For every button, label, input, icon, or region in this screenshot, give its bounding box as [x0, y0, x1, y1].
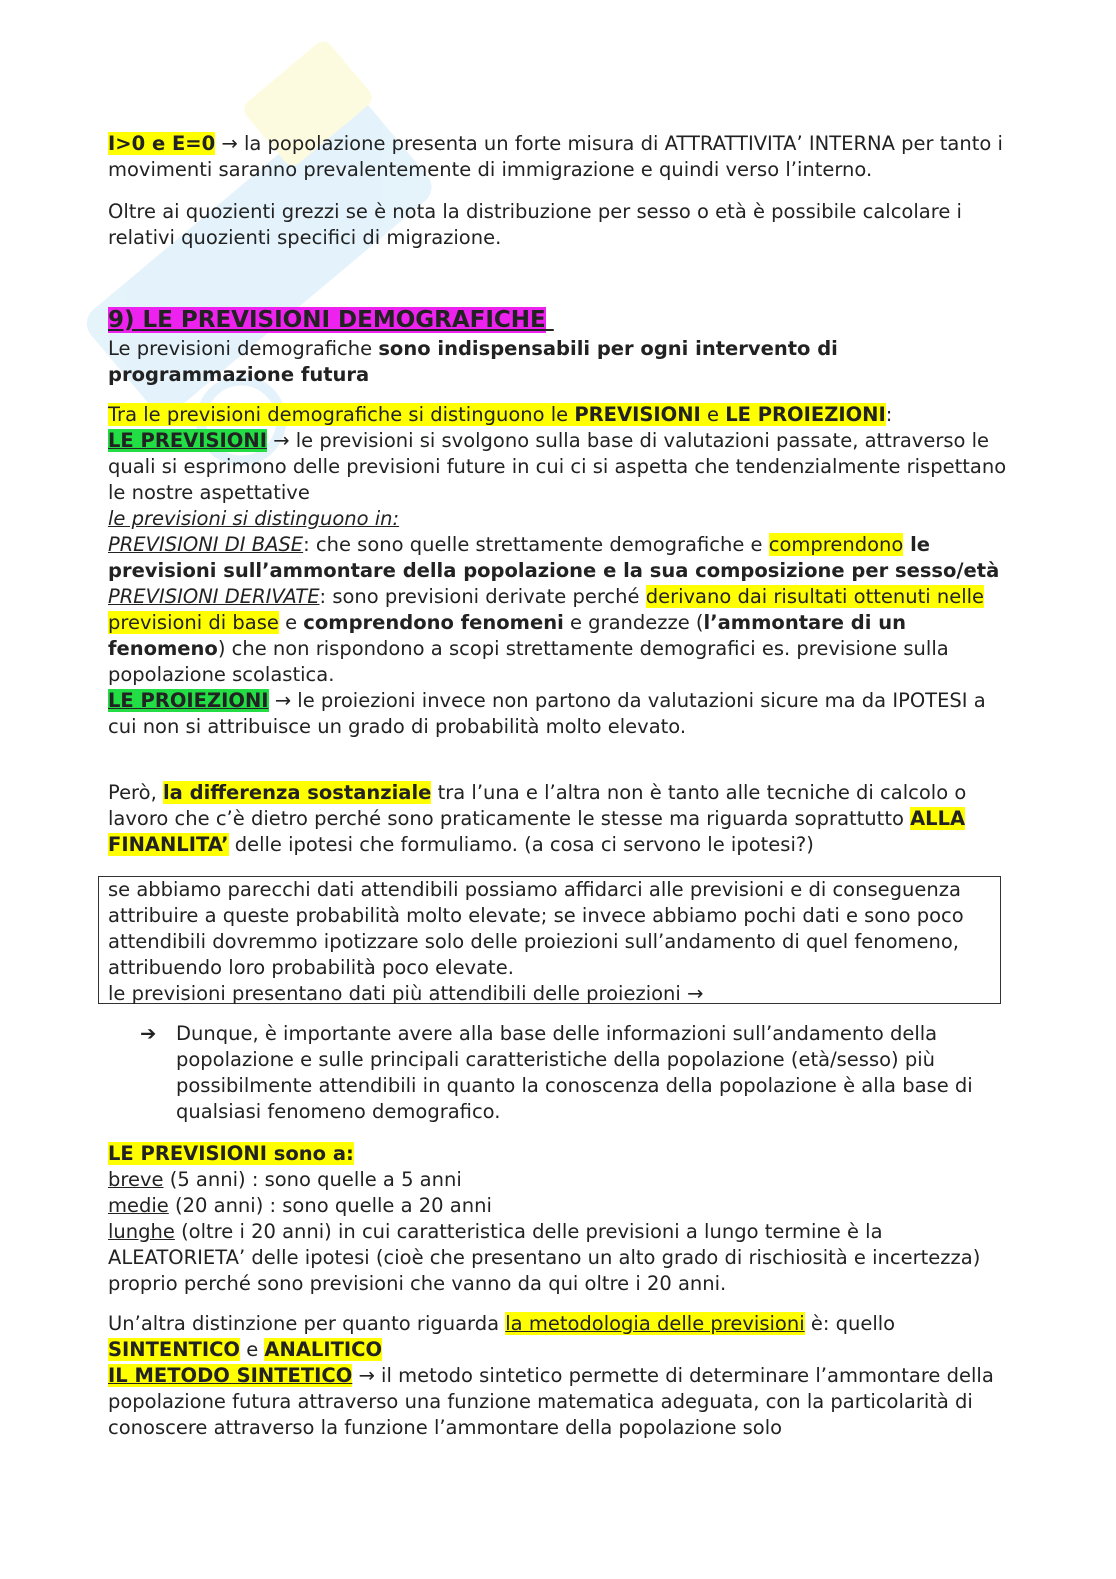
- previsioni-block: [108, 402, 1008, 740]
- metodologia-block: [108, 1311, 1008, 1441]
- section-title-row: [108, 307, 1008, 334]
- durata-lunghe: [108, 1219, 1008, 1297]
- arrow-icon: →: [274, 689, 292, 712]
- box-line-1: se abbiamo parecchi dati attendibili possiamo affidarci alle previsioni e di conseguenza attribuire a queste probabilità molto elevate; se invece abbiamo pochi dati e sono poco attendibili dovremmo ipotizzare solo delle proiezioni sull’andamento di quel fenomeno, attribuendo loro probabilità poco elevate.: [108, 878, 964, 979]
- differenza-text-2: tra l’una e l’altra non è tanto alle tecniche di calcolo o lavoro che c’è dietro perché sono praticamente le stesse ma riguarda soprattutto: [108, 781, 967, 830]
- arrow-icon: →: [358, 1364, 375, 1387]
- medie-label: medie: [108, 1194, 169, 1217]
- metodo-sintetico-label: IL METODO SINTETICO: [108, 1364, 353, 1387]
- distinzione-colon: :: [885, 403, 893, 426]
- box-line-2: le previsioni presentano dati più attendibili delle proiezioni →: [108, 982, 704, 1005]
- durata-breve: [108, 1167, 1008, 1193]
- intro-paragraph: [108, 131, 1008, 183]
- previsioni-derivate: [108, 584, 1008, 688]
- distinzione-line: [108, 402, 1008, 428]
- derivate-text-4: ) che non rispondono a scopi strettamente demografici es. previsione sulla popolazione scolastica.: [108, 637, 949, 686]
- breve-label: breve: [108, 1168, 164, 1191]
- lead-plain: Le previsioni demografiche: [108, 337, 379, 360]
- medie-text: (20 anni) : sono quelle a 20 anni: [168, 1194, 492, 1217]
- arrow-icon: →: [273, 429, 290, 452]
- derivate-text-3: e grandezze (: [563, 611, 704, 634]
- metodologia-highlight: la metodologia delle previsioni: [505, 1312, 805, 1335]
- metodo-sintetico: [108, 1363, 1008, 1441]
- quozienti-paragraph: Oltre ai quozienti grezzi se è nota la distribuzione per sesso o età è possibile calcolare i relativi quozienti specifici di migrazione.: [108, 200, 962, 249]
- section-title: 9) LE PREVISIONI DEMOGRAFICHE: [108, 307, 546, 333]
- previsioni-base: [108, 532, 1008, 584]
- derivate-text-1: : sono previsioni derivate perché: [319, 585, 646, 608]
- derivate-label: PREVISIONI DERIVATE: [108, 585, 320, 608]
- bullet-text: Dunque, è importante avere alla base delle informazioni sull’andamento della popolazione e sulle principali caratteristiche della popolazione (età/sesso) più possibilmente attendibili in quanto la conoscenza della popolazione è alla base di qualsiasi fenomeno demografico.: [176, 1022, 973, 1123]
- arrow-icon: →: [221, 132, 238, 155]
- section-lead: [108, 336, 1008, 388]
- lunghe-label: lunghe: [108, 1220, 175, 1243]
- derivate-text-2: e: [278, 611, 304, 634]
- differenza-highlight: la differenza sostanziale: [162, 781, 432, 804]
- analitico-highlight: ANALITICO: [264, 1338, 383, 1361]
- previsioni-sub-label: le previsioni si distinguono in:: [108, 507, 400, 530]
- metodo-sintetico-text: il metodo sintetico permette di determinare l’ammontare della popolazione futura attraverso una funzione matematica adeguata, con la particolarità di conoscere attraverso la funzione l’ammontare della popolazione solo: [108, 1364, 994, 1439]
- metodologia-text-2: è: quello: [804, 1312, 896, 1335]
- metodi-line: [108, 1337, 1008, 1363]
- proiezioni-text: le proiezioni invece non partono da valutazioni sicure ma da IPOTESI a cui non si attribuisce un grado di probabilità molto elevato.: [108, 689, 986, 738]
- base-label: PREVISIONI DI BASE: [108, 533, 304, 556]
- proiezioni-definition: [108, 688, 1008, 740]
- derivate-bold-1: comprendono fenomeni: [303, 611, 564, 634]
- durata-title: LE PREVISIONI sono a:: [108, 1142, 354, 1165]
- previsioni-text: le previsioni si svolgono sulla base di valutazioni passate, attraverso le quali si esprimono delle previsioni future in cui ci si aspetta che tendenzialmente rispettano le nostre aspettative: [108, 429, 1007, 504]
- lunghe-text: (oltre i 20 anni) in cui caratteristica delle previsioni a lungo termine è la ALEATORIETA’ delle ipotesi (cioè che presentano un alto grado di rischiosità e incertezza) proprio perché sono previsioni che vanno da qui oltre i 20 anni.: [108, 1220, 981, 1295]
- metodologia-text-1: Un’altra distinzione per quanto riguarda: [108, 1312, 506, 1335]
- durata-block: [108, 1141, 1008, 1297]
- differenza-text-3: delle ipotesi che formuliamo. (a cosa ci servono le ipotesi?): [228, 833, 814, 856]
- finalita-highlight: ALLA FINANLITA’: [108, 807, 966, 856]
- distinzione-intro: Tra le previsioni demografiche si distinguono le: [108, 403, 575, 426]
- base-highlight: comprendono: [768, 533, 904, 556]
- intro-text: la popolazione presenta un forte misura di ATTRATTIVITA’ INTERNA per tanto i movimenti saranno prevalentemente di immigrazione e quindi verso l’interno.: [108, 132, 1003, 181]
- distinzione-previsioni: PREVISIONI: [574, 403, 701, 426]
- previsioni-label: LE PREVISIONI: [108, 429, 267, 452]
- metodologia-line: [108, 1311, 1008, 1337]
- differenza-paragraph: [108, 780, 1008, 858]
- derivate-highlight: derivano dai risultati ottenuti nelle previsioni di base: [108, 585, 985, 634]
- lead-bold: sono indispensabili per ogni intervento di programmazione futura: [108, 337, 838, 386]
- bullet-arrow-icon: ➔: [140, 1022, 157, 1045]
- durata-medie: [108, 1193, 1008, 1219]
- base-text: : che sono quelle strettamente demografiche e: [303, 533, 769, 556]
- metodi-and: e: [240, 1338, 265, 1361]
- distinzione-and: e: [700, 403, 726, 426]
- formula-highlight: I>0 e E=0: [108, 132, 216, 155]
- previsioni-definition: [108, 428, 1008, 506]
- distinzione-proiezioni: LE PROIEZIONI: [725, 403, 886, 426]
- sintetico-highlight: SINTENTICO: [108, 1338, 241, 1361]
- note-box: [98, 876, 1001, 1004]
- derivate-bold-2: l’ammontare di un fenomeno: [108, 611, 907, 660]
- base-bold: le previsioni sull’ammontare della popolazione e la sua composizione per sesso/età: [108, 533, 1000, 582]
- breve-text: (5 anni) : sono quelle a 5 anni: [163, 1168, 462, 1191]
- differenza-text-1: Però,: [108, 781, 163, 804]
- proiezioni-label: LE PROIEZIONI: [108, 689, 269, 712]
